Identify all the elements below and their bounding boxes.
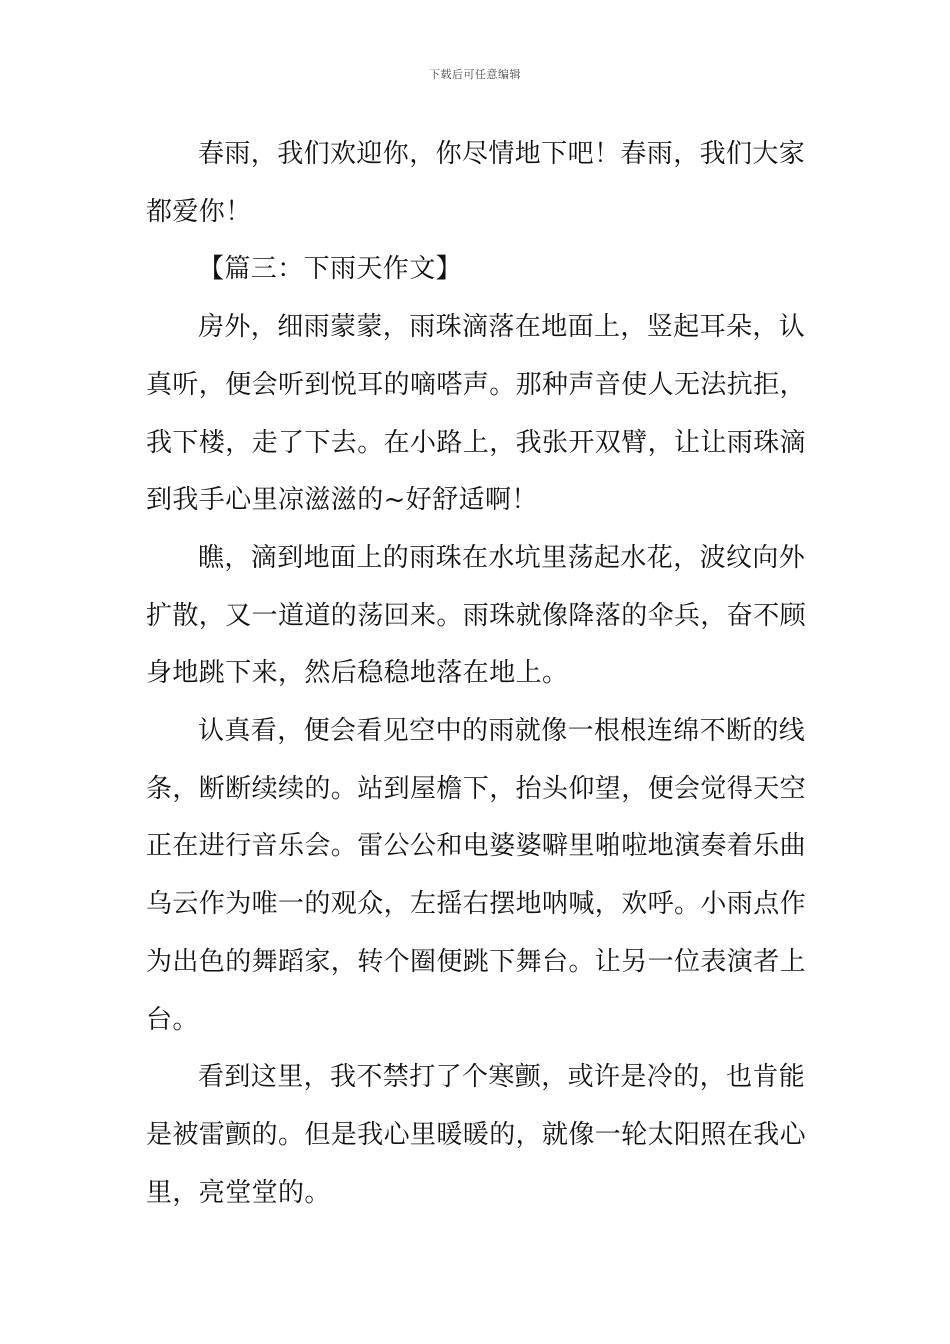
paragraph-2: 房外，细雨蒙蒙，雨珠滴落在地面上，竖起耳朵，认真听，便会听到悦耳的嘀嗒声。那种声音使人无法抗拒，我下楼，走了下去。在小路上，我张开双臂，让让雨珠滴到我手心里凉滋滋的~好舒适啊！	[146, 312, 807, 516]
document-body	[146, 126, 808, 1222]
paragraph-1: 春雨，我们欢迎你，你尽情地下吧！春雨，我们大家都爱你！	[146, 139, 806, 227]
page-header: 下载后可任意编辑	[429, 68, 521, 81]
paragraph-4: 认真看，便会看见空中的雨就像一根根连绵不断的线条，断断续续的。站到屋檐下，抬头仰望，便会觉得天空正在进行音乐会。雷公公和电婆婆噼里啪啦地演奏着乐曲乌云作为唯一的观众，左摇右摆地呐喊，欢呼。小雨点作为出色的舞蹈家，转个圈便跳下舞台。让另一位表演者上台。	[146, 716, 807, 1035]
paragraph-5: 看到这里，我不禁打了个寒颤，或许是冷的，也肯能是被雷颤的。但是我心里暖暖的，就像一轮太阳照在我心里，亮堂堂的。	[146, 1062, 807, 1208]
section-heading: 【篇三：下雨天作文】	[198, 254, 463, 285]
paragraph-3: 瞧，滴到地面上的雨珠在水坑里荡起水花，波纹向外扩散，又一道道的荡回来。雨珠就像降落的伞兵，奋不顾身地跳下来，然后稳稳地落在地上。	[146, 542, 807, 689]
